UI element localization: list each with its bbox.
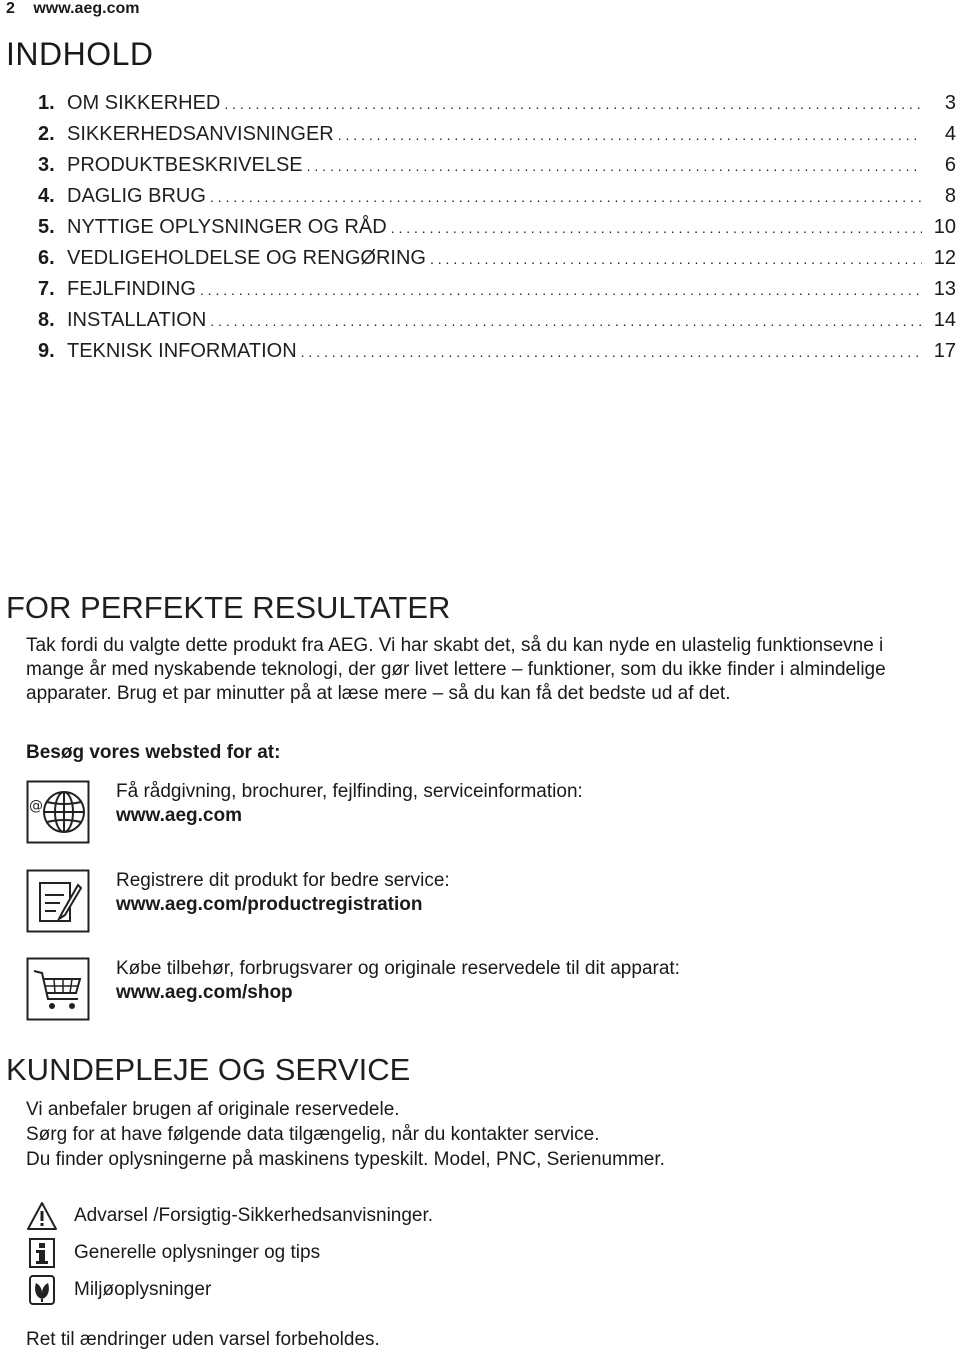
- warning-icon: [26, 1201, 58, 1231]
- toc-item-number: 8.: [38, 309, 55, 331]
- toc-item-label: DAGLIG BRUG: [67, 185, 206, 207]
- toc-item-page: 10: [933, 216, 956, 238]
- legend-text: Miljøoplysninger: [74, 1279, 212, 1300]
- toc-item[interactable]: [38, 216, 956, 247]
- toc-item-label: TEKNISK INFORMATION: [67, 340, 297, 362]
- toc-item-page: 6: [944, 154, 956, 176]
- toc-item-number: 7.: [38, 278, 55, 300]
- toc-leader-dots: [430, 251, 922, 267]
- toc-item[interactable]: [38, 154, 956, 185]
- shopping-cart-icon: [26, 957, 90, 1021]
- toc-item[interactable]: [38, 185, 956, 216]
- legend-text: Generelle oplysninger og tips: [74, 1242, 321, 1263]
- service-link[interactable]: www.aeg.com: [116, 805, 242, 826]
- globe-icon: [26, 780, 90, 844]
- toc-item[interactable]: [38, 309, 956, 340]
- page-number: 2: [6, 0, 15, 17]
- toc-item-label: NYTTIGE OPLYSNINGER OG RÅD: [67, 216, 387, 238]
- toc-item-label: VEDLIGEHOLDELSE OG RENGØRING: [67, 247, 426, 269]
- toc-item-page: 4: [944, 123, 956, 145]
- service-link[interactable]: www.aeg.com/productregistration: [116, 894, 423, 915]
- care-title: KUNDEPLEJE OG SERVICE: [6, 1052, 411, 1087]
- care-line: Sørg for at have følgende data tilgængelig, når du kontakter service.: [26, 1124, 600, 1145]
- toc-item-label: OM SIKKERHED: [67, 92, 221, 114]
- care-line: Du finder oplysningerne på maskinens typeskilt. Model, PNC, Serienummer.: [26, 1149, 665, 1170]
- toc-item-page: 13: [933, 278, 956, 300]
- toc-item[interactable]: [38, 278, 956, 309]
- toc-item-page: 3: [944, 92, 956, 114]
- toc-item-page: 14: [933, 309, 956, 331]
- toc-item-number: 6.: [38, 247, 55, 269]
- toc-leader-dots: [307, 158, 922, 174]
- toc-item-label: SIKKERHEDSANVISNINGER: [67, 123, 334, 145]
- service-link[interactable]: www.aeg.com/shop: [116, 982, 293, 1003]
- toc-item-page: 17: [933, 340, 956, 362]
- toc-item-number: 2.: [38, 123, 55, 145]
- visit-heading: Besøg vores websted for at:: [26, 742, 281, 763]
- page-header: [6, 0, 139, 18]
- table-of-contents: [38, 92, 956, 371]
- site-url[interactable]: www.aeg.com: [33, 0, 140, 17]
- toc-item-page: 12: [933, 247, 956, 269]
- toc-item-number: 5.: [38, 216, 55, 238]
- toc-leader-dots: [338, 127, 922, 143]
- toc-leader-dots: [210, 313, 922, 329]
- toc-leader-dots: [224, 96, 922, 112]
- info-icon: [26, 1238, 58, 1268]
- toc-item[interactable]: [38, 340, 956, 371]
- leaf-icon: [26, 1275, 58, 1305]
- toc-item-number: 9.: [38, 340, 55, 362]
- toc-item-number: 1.: [38, 92, 55, 114]
- toc-item-label: INSTALLATION: [67, 309, 207, 331]
- toc-leader-dots: [210, 189, 922, 205]
- toc-title: INDHOLD: [6, 36, 154, 72]
- toc-leader-dots: [200, 282, 922, 298]
- results-body: Tak fordi du valgte dette produkt fra AEG. Vi har skabt det, så du kan nyde en ulastelig funktionsevne i mange år med nyskabende teknologi, der gør livet lettere – funktioner, som du ikke finder i almindelige apparater. Brug et par minutter på at læse mere – så du kan få det bedste ud af det.: [26, 635, 886, 704]
- notepad-icon: [26, 869, 90, 933]
- toc-item-number: 3.: [38, 154, 55, 176]
- footer-note: Ret til ændringer uden varsel forbeholdes.: [26, 1329, 380, 1350]
- toc-item-label: PRODUKTBESKRIVELSE: [67, 154, 303, 176]
- toc-item[interactable]: [38, 92, 956, 123]
- care-line: Vi anbefaler brugen af originale reservedele.: [26, 1099, 400, 1120]
- toc-item-number: 4.: [38, 185, 55, 207]
- toc-leader-dots: [391, 220, 922, 236]
- toc-item[interactable]: [38, 247, 956, 278]
- service-text: Købe tilbehør, forbrugsvarer og originale reservedele til dit apparat:: [116, 958, 680, 979]
- toc-leader-dots: [301, 344, 922, 360]
- service-text: Registrere dit produkt for bedre service:: [116, 870, 450, 891]
- legend-text: Advarsel /Forsigtig-Sikkerhedsanvisninger.: [74, 1205, 434, 1226]
- toc-item[interactable]: [38, 123, 956, 154]
- svg-text:@: @: [29, 798, 43, 814]
- toc-item-label: FEJLFINDING: [67, 278, 196, 300]
- toc-item-page: 8: [944, 185, 956, 207]
- results-title: FOR PERFEKTE RESULTATER: [6, 590, 451, 625]
- service-text: Få rådgivning, brochurer, fejlfinding, serviceinformation:: [116, 781, 583, 802]
